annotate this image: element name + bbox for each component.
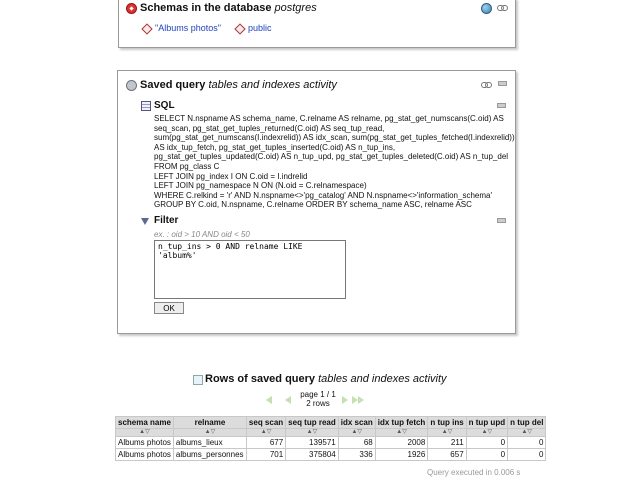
column-header-relname: relname xyxy=(173,417,246,429)
table-row xyxy=(116,437,546,449)
sql-text: SELECT N.nspname AS schema_name, C.relname AS relname, pg_stat_get_numscans(C.oid) AS seq_scan, pg_stat_get_tuples_returned(C.oid) AS seq_tup_read, sum(pg_stat_get_numscans(I.indexrelid)) AS idx_scan, sum(pg_stat_get_tuples_fetched(I.indexrelid)) AS idx_tup_fetch, pg_stat_get_tuples_inserted(C.oid) AS n_tup_ins, pg_stat_get_tuples_updated(C.oid) AS n_tup_upd, pg_stat_get_tuples_deleted(C.oid) AS n_tup_del FROM pg_class C LEFT JOIN pg_index I ON C.oid = I.indrelid LEFT JOIN pg_namespace N ON (N.oid = C.relnamespace) WHERE C.relkind = 'r' AND N.nspname<>'pg_catalog' AND N.nspname<>'information_schema' GROUP BY C.oid, N.nspname, C.relname ORDER BY schema_name ASC, relname ASC xyxy=(154,114,515,210)
filter-icon xyxy=(141,218,149,225)
column-header-idx-tup-fetch: idx tup fetch xyxy=(375,417,428,429)
table-cell: 677 xyxy=(246,437,285,449)
filter-collapse-icon[interactable] xyxy=(497,218,506,223)
filter-heading: Filter xyxy=(154,215,179,226)
column-header-n-tup-ins: n tup ins xyxy=(428,417,466,429)
sort-arrows-icon[interactable]: ▲▽ xyxy=(338,429,375,437)
sort-arrows-icon[interactable]: ▲▽ xyxy=(375,429,428,437)
table-cell: 0 xyxy=(508,449,546,461)
sort-arrows-icon[interactable]: ▲▽ xyxy=(286,429,339,437)
table-cell: albums_personnes xyxy=(173,449,246,461)
column-header-n-tup-upd: n tup upd xyxy=(466,417,507,429)
table-cell: albums_lieux xyxy=(173,437,246,449)
schemas-panel-title: Schemas in the database postgres xyxy=(140,2,317,14)
globe-icon[interactable] xyxy=(481,3,492,14)
table-cell: 657 xyxy=(428,449,466,461)
sort-arrows-icon[interactable]: ▲▽ xyxy=(428,429,466,437)
results-table xyxy=(115,416,546,461)
sort-row xyxy=(116,429,546,437)
sort-arrows-icon[interactable]: ▲▽ xyxy=(466,429,507,437)
table-header-row xyxy=(116,417,546,429)
column-header-schema-name: schema name xyxy=(116,417,174,429)
table-cell: 375804 xyxy=(286,449,339,461)
previous-page-icon[interactable] xyxy=(285,396,291,404)
schema-item-icon xyxy=(234,23,245,34)
table-cell: 336 xyxy=(338,449,375,461)
sort-arrows-icon[interactable]: ▲▽ xyxy=(173,429,246,437)
collapse-icon[interactable] xyxy=(498,81,507,86)
table-cell: 0 xyxy=(466,437,507,449)
saved-query-panel xyxy=(117,70,516,334)
sort-arrows-icon[interactable]: ▲▽ xyxy=(246,429,285,437)
schema-link-albums-photos[interactable]: "Albums photos" xyxy=(155,23,221,33)
table-cell: Albums photos xyxy=(116,449,174,461)
schema-icon xyxy=(126,3,137,14)
table-row xyxy=(116,449,546,461)
ok-button[interactable]: OK xyxy=(154,302,184,314)
column-header-idx-scan: idx scan xyxy=(338,417,375,429)
column-header-seq-tup-read: seq tup read xyxy=(286,417,339,429)
results-title: Rows of saved query tables and indexes activity xyxy=(205,373,447,385)
table-cell: 1926 xyxy=(375,449,428,461)
filter-input[interactable] xyxy=(154,240,346,299)
sql-icon xyxy=(141,101,151,111)
table-cell: 0 xyxy=(466,449,507,461)
table-cell: 701 xyxy=(246,449,285,461)
sort-arrows-icon[interactable]: ▲▽ xyxy=(508,429,546,437)
link-icon[interactable] xyxy=(481,82,491,88)
first-page-icon[interactable] xyxy=(266,396,272,404)
schema-item-icon xyxy=(141,23,152,34)
saved-query-title: Saved query tables and indexes activity xyxy=(140,79,337,91)
page-info: page 1 / 1 2 rows xyxy=(300,390,336,408)
table-cell: Albums photos xyxy=(116,437,174,449)
table-cell: 139571 xyxy=(286,437,339,449)
table-cell: 211 xyxy=(428,437,466,449)
sql-heading: SQL xyxy=(154,100,175,111)
next-page-icon[interactable] xyxy=(342,396,348,404)
sql-collapse-icon[interactable] xyxy=(497,103,506,108)
table-cell: 68 xyxy=(338,437,375,449)
gear-icon xyxy=(126,80,137,91)
sort-arrows-icon[interactable]: ▲▽ xyxy=(116,429,174,437)
table-cell: 2008 xyxy=(375,437,428,449)
query-time: Query executed in 0.006 s xyxy=(427,468,521,477)
schemas-panel xyxy=(118,0,516,48)
schema-link-public[interactable]: public xyxy=(248,23,272,33)
table-cell: 0 xyxy=(508,437,546,449)
column-header-n-tup-del: n tup del xyxy=(508,417,546,429)
last-page-icon[interactable] xyxy=(358,396,364,404)
filter-hint: ex. : oid > 10 AND oid < 50 xyxy=(154,230,250,239)
link-icon[interactable] xyxy=(497,5,507,11)
column-header-seq-scan: seq scan xyxy=(246,417,285,429)
